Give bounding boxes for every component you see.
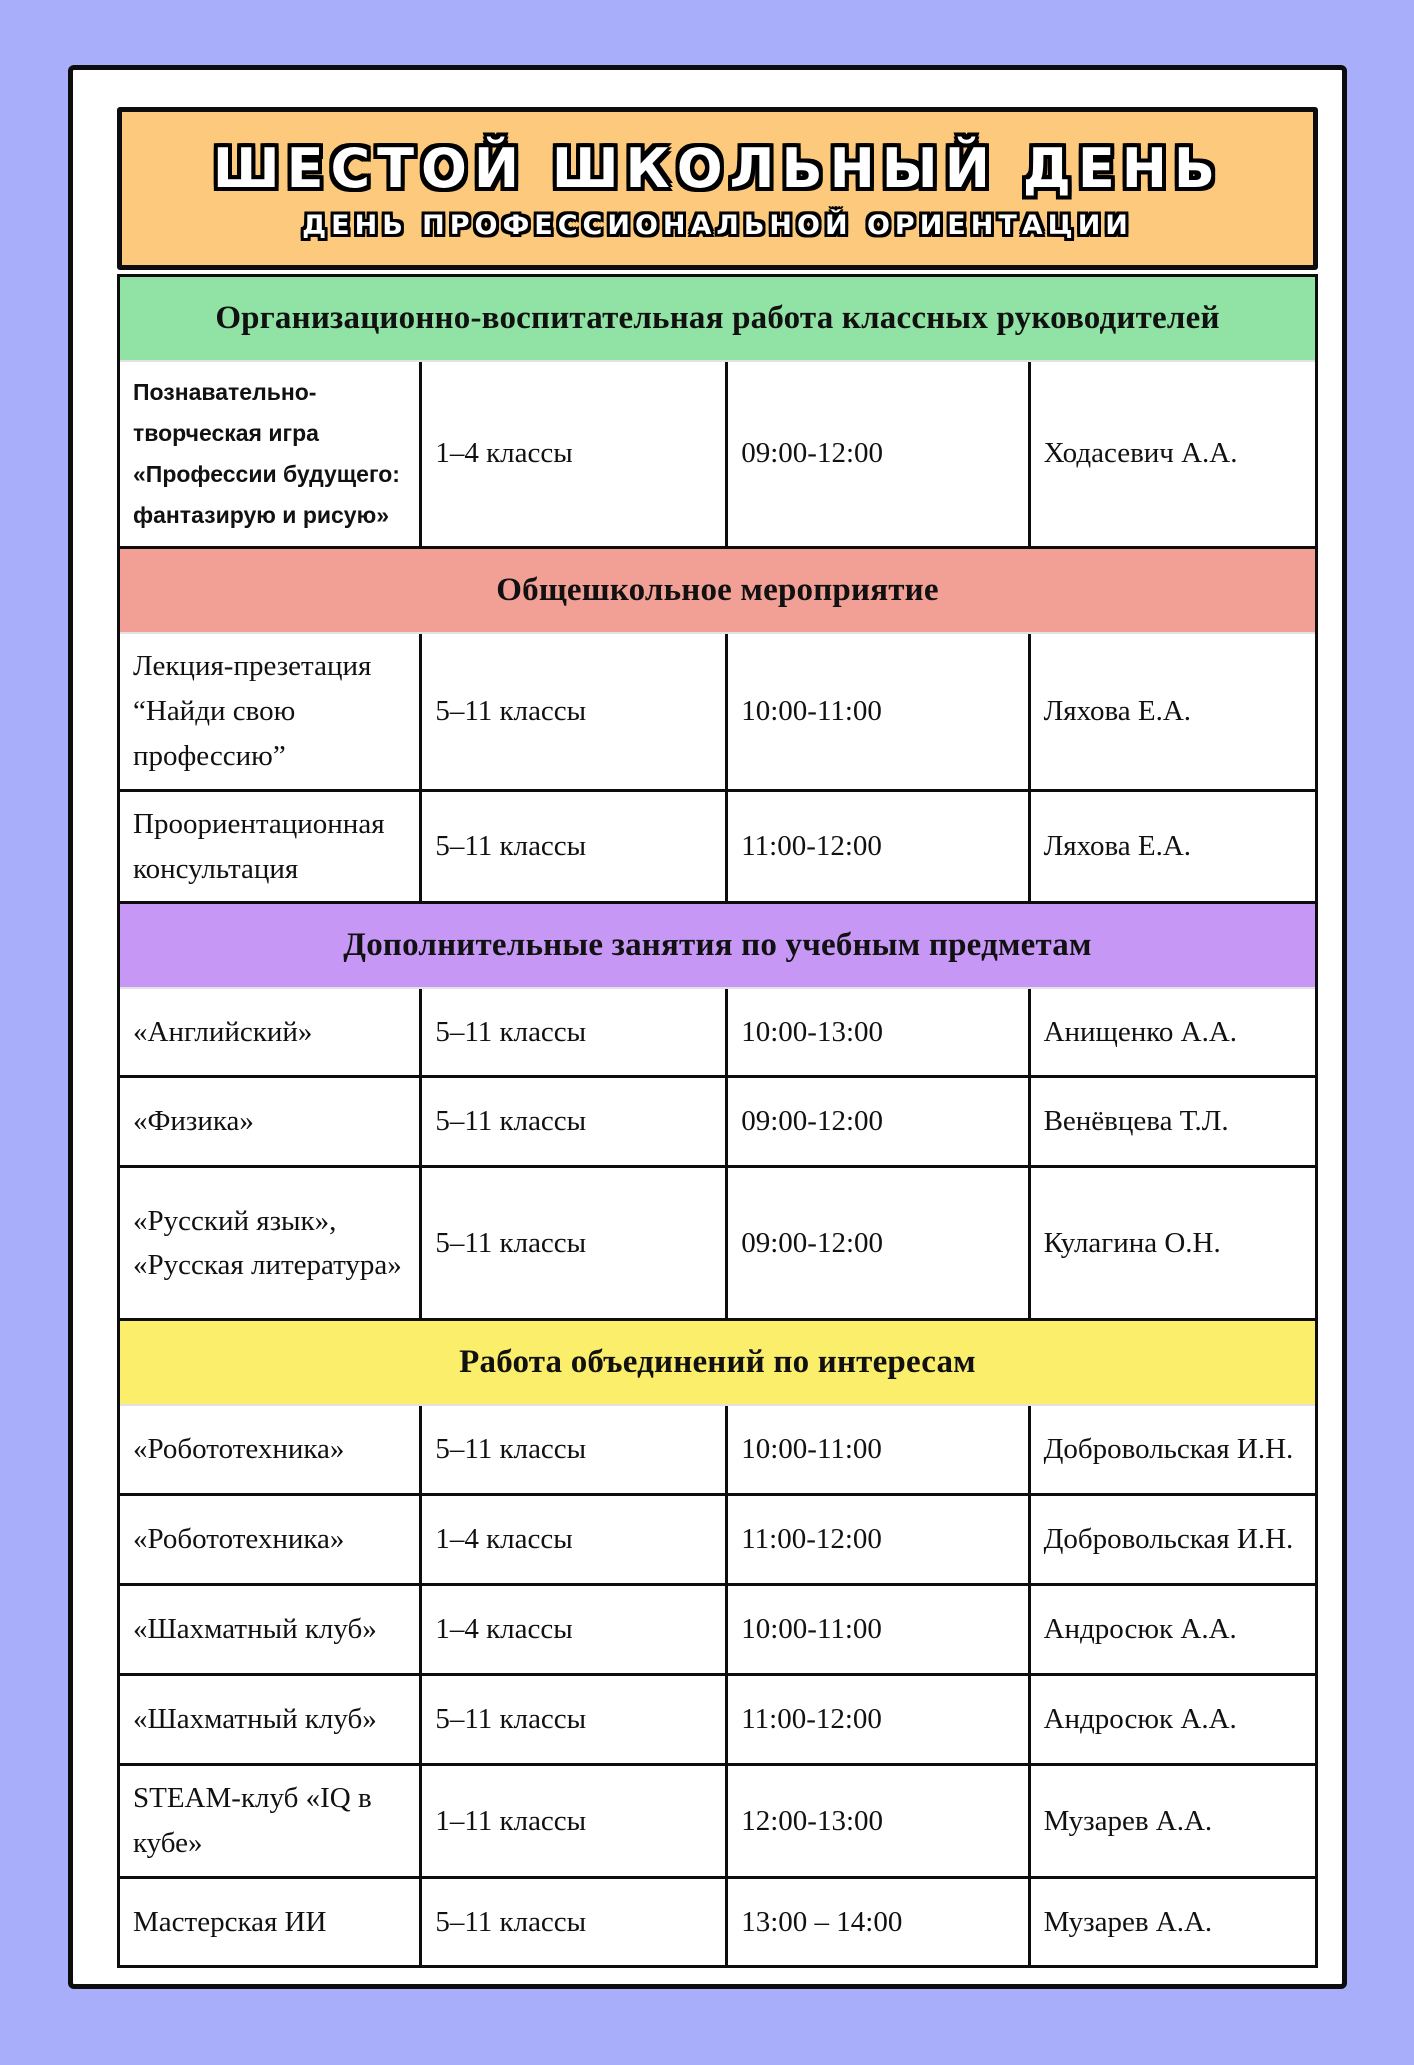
classes-cell: 1–4 классы (422, 362, 728, 546)
activity-cell: STEAM-клуб «IQ в кубе» (120, 1766, 422, 1876)
teacher-cell: Венёвцева Т.Л. (1043, 1105, 1229, 1138)
table-row (120, 1586, 1315, 1676)
teacher-cell: Музарев А.А. (1043, 1905, 1213, 1938)
table-row (120, 1879, 1315, 1965)
table-row (120, 362, 1315, 549)
activity-cell: Познавательно-творческая игра «Профессии будущего: фантазирую и рисую» (120, 362, 422, 546)
teacher-cell: Ходасевич А.А. (1043, 437, 1238, 470)
time-cell: 09:00-12:00 (728, 1078, 1030, 1165)
time-cell: 09:00-12:00 (728, 1168, 1030, 1318)
page-background (0, 65, 1414, 2065)
activity-cell: «Робототехника» (120, 1406, 422, 1493)
teacher-cell: Кулагина О.Н. (1043, 1226, 1221, 1259)
time-cell: 12:00-13:00 (728, 1766, 1030, 1876)
activity-cell: «Английский» (120, 989, 422, 1075)
teacher-cell: Анищенко А.А. (1043, 1015, 1238, 1048)
time-cell: 09:00-12:00 (728, 362, 1030, 546)
teacher-cell: Андросюк А.А. (1043, 1703, 1237, 1736)
table-row (120, 792, 1315, 905)
teacher-cell: Ляхова Е.А. (1043, 830, 1192, 863)
classes-cell: 1–4 классы (422, 1496, 728, 1583)
activity-cell: «Шахматный клуб» (120, 1586, 422, 1673)
classes-cell: 5–11 классы (422, 1406, 728, 1493)
activity-cell: «Русский язык», «Русская литература» (120, 1168, 422, 1318)
classes-cell: 5–11 классы (422, 989, 728, 1075)
activity-cell: Лекция-презетация “Найди свою профессию” (120, 634, 422, 789)
table-row (120, 1078, 1315, 1168)
time-cell: 11:00-12:00 (728, 792, 1030, 902)
time-cell: 10:00-11:00 (728, 634, 1030, 789)
time-cell: 11:00-12:00 (728, 1496, 1030, 1583)
activity-cell: Мастерская ИИ (120, 1879, 422, 1965)
classes-cell: 5–11 классы (422, 1676, 728, 1763)
schedule-table (117, 274, 1318, 1968)
table-row (120, 634, 1315, 792)
table-row (120, 1676, 1315, 1766)
classes-cell: 5–11 классы (422, 634, 728, 789)
classes-cell: 5–11 классы (422, 1879, 728, 1965)
table-row (120, 1168, 1315, 1321)
title-banner (117, 107, 1318, 270)
time-cell: 10:00-11:00 (728, 1586, 1030, 1673)
poster-title: ШЕСТОЙ ШКОЛЬНЫЙ ДЕНЬ (212, 136, 1223, 200)
activity-cell: «Шахматный клуб» (120, 1676, 422, 1763)
poster-card (68, 65, 1347, 1989)
time-cell: 11:00-12:00 (728, 1676, 1030, 1763)
activity-cell: Проориентационная консультация (120, 792, 422, 902)
teacher-cell: Добровольская И.Н. (1043, 1433, 1294, 1466)
classes-cell: 5–11 классы (422, 1078, 728, 1165)
poster-subtitle: ДЕНЬ ПРОФЕССИОНАЛЬНОЙ ОРИЕНТАЦИИ (302, 209, 1133, 241)
table-row (120, 1766, 1315, 1879)
classes-cell: 5–11 классы (422, 792, 728, 902)
time-cell: 10:00-11:00 (728, 1406, 1030, 1493)
table-row (120, 989, 1315, 1078)
activity-cell: «Физика» (120, 1078, 422, 1165)
time-cell: 13:00 – 14:00 (728, 1879, 1030, 1965)
classes-cell: 1–11 классы (422, 1766, 728, 1876)
section-header-school-event: Общешкольное мероприятие (120, 549, 1315, 634)
section-header-extra-lessons: Дополнительные занятия по учебным предметам (120, 904, 1315, 989)
teacher-cell: Музарев А.А. (1043, 1804, 1213, 1837)
teacher-cell: Ляхова Е.А. (1043, 694, 1192, 727)
time-cell: 10:00-13:00 (728, 989, 1030, 1075)
section-header-interest-clubs: Работа объединений по интересам (120, 1321, 1315, 1406)
classes-cell: 5–11 классы (422, 1168, 728, 1318)
section-header-class-teachers: Организационно-воспитательная работа классных руководителей (120, 277, 1315, 362)
classes-cell: 1–4 классы (422, 1586, 728, 1673)
teacher-cell: Андросюк А.А. (1043, 1613, 1237, 1646)
activity-cell: «Робототехника» (120, 1496, 422, 1583)
teacher-cell: Добровольская И.Н. (1043, 1523, 1294, 1556)
table-row (120, 1406, 1315, 1496)
table-row (120, 1496, 1315, 1586)
